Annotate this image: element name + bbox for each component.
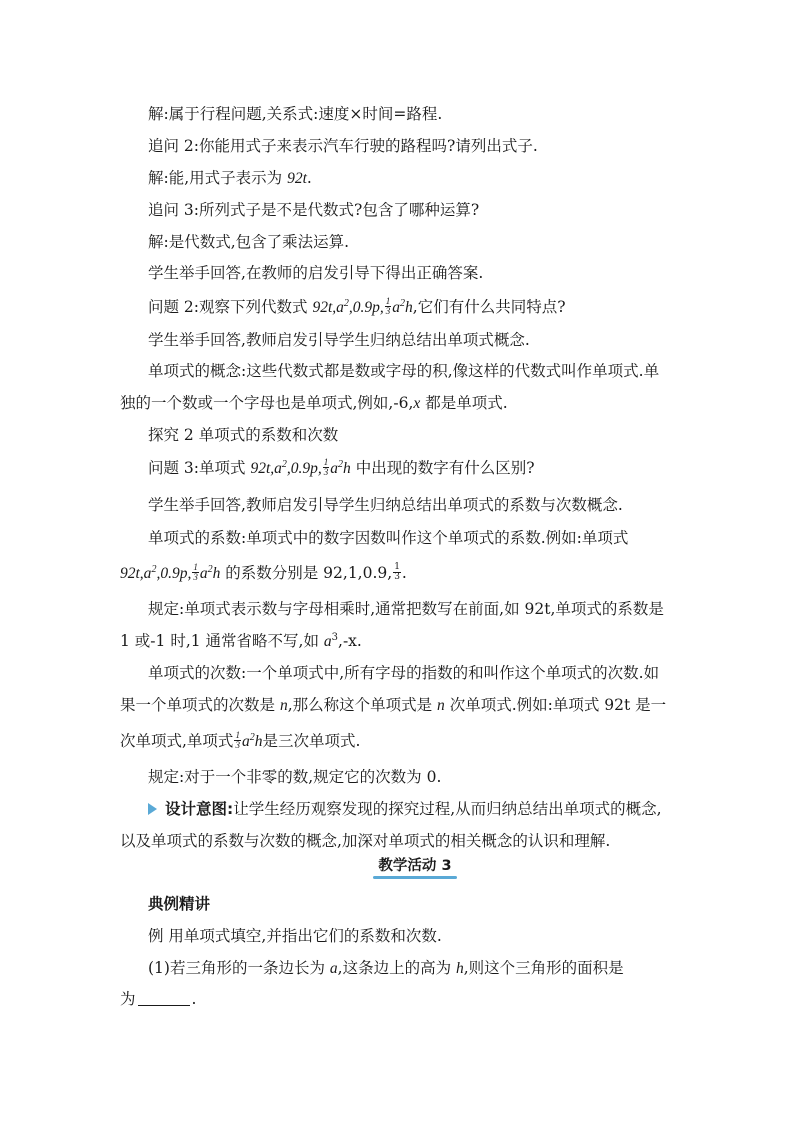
text-line: 追问 2:你能用式子来表示汽车行驶的路程吗?请列出式子. <box>148 137 538 155</box>
monomial-list: $92t,a^2,0.9p$, $\frac{1}{3}$ $a^2h$ <box>312 295 413 316</box>
fraction: $\frac{1}{3}$ <box>385 295 391 316</box>
fraction: $\frac{1}{3}$ <box>235 729 240 750</box>
text-line: 问题 2:观察下列代数式 $92t,a^2,0.9p$, $\frac{1}{3}$ $a^2h$,它们有什么共同特点? <box>148 295 566 316</box>
text-line: 为 . <box>120 990 197 1008</box>
fraction: $\frac{1}{3}$ <box>394 561 400 582</box>
text-line: 规定:对于一个非零的数,规定它的次数为 0. <box>148 768 442 786</box>
fraction: $\frac{1}{3}$ <box>193 561 198 582</box>
activity-label: 教学活动 3 <box>378 858 452 874</box>
text-line: 单项式的概念:这些代数式都是数或字母的积,像这样的代数式叫作单项式.单 <box>148 362 660 380</box>
section-heading: 典例精讲 <box>148 895 211 913</box>
activity-underline <box>373 876 457 879</box>
monomial: $\frac{1}{3}$ $a^2h$ <box>235 729 263 750</box>
text-line: $92t,a^2,0.9p$, $\frac{1}{3}$ $a^2h$ 的系数分别是 92,1,0.9, $\frac{1}{3}$ . <box>120 561 407 582</box>
text-line: 1 或-1 时,1 通常省略不写,如 $a^3,-x$. <box>120 631 362 650</box>
triangle-right-icon <box>148 803 157 815</box>
text-line: 追问 3:所列式子是不是代数式?包含了哪种运算? <box>148 201 480 219</box>
section-heading: 探究 2 单项式的系数和次数 <box>148 426 339 444</box>
text-line: 规定:单项式表示数与字母相乘时,通常把数写在前面,如 92t,单项式的系数是 <box>148 600 664 618</box>
design-intent: 设计意图:让学生经历观察发现的探究过程,从而归纳总结出单项式的概念, <box>148 799 662 819</box>
text-line: 单项式的次数:一个单项式中,所有字母的指数的和叫作这个单项式的次数.如 <box>148 664 660 682</box>
text-line: 单项式的系数:单项式中的数字因数叫作这个单项式的系数.例如:单项式 <box>148 529 629 547</box>
text-line: 果一个单项式的次数是 n,那么称这个单项式是 n 次单项式.例如:单项式 92t 是一 <box>120 696 667 714</box>
text-line: 以及单项式的系数与次数的概念,加深对单项式的相关概念的认识和理解. <box>120 832 611 850</box>
text-line: (1)若三角形的一条边长为 a,这条边上的高为 h,则这个三角形的面积是 <box>148 959 624 977</box>
text-line: 学生举手回答,在教师的启发引导下得出正确答案. <box>148 264 484 282</box>
text-line: 解:能,用式子表示为 92t. <box>148 169 312 187</box>
monomial-list: $92t,a^2,0.9p$, $\frac{1}{3}$ $a^2h$ <box>120 561 221 582</box>
text-line: 解:是代数式,包含了乘法运算. <box>148 233 350 251</box>
answer-blank[interactable] <box>138 991 190 1006</box>
text-line: 例 用单项式填空,并指出它们的系数和次数. <box>148 927 442 945</box>
text-line: 解:属于行程问题,关系式:速度×时间=路程. <box>148 105 443 123</box>
text-line: 次单项式,单项式 $\frac{1}{3}$ $a^2h$是三次单项式. <box>120 729 361 750</box>
activity-badge <box>373 856 457 878</box>
text-line: 独的一个数或一个字母也是单项式,例如,-6,x 都是单项式. <box>120 394 508 412</box>
fraction: $\frac{1}{3}$ <box>323 456 329 477</box>
text-line: 问题 3:单项式 $92t,a^2,0.9p$, $\frac{1}{3}$ $a^2h$ 中出现的数字有什么区别? <box>148 456 535 477</box>
text-line: 学生举手回答,教师启发引导学生归纳总结出单项式的系数与次数概念. <box>148 496 623 514</box>
text-line: 学生举手回答,教师启发引导学生归纳总结出单项式概念. <box>148 331 530 349</box>
monomial-list: $92t,a^2,0.9p$, $\frac{1}{3}$ $a^2h$ <box>250 456 351 477</box>
